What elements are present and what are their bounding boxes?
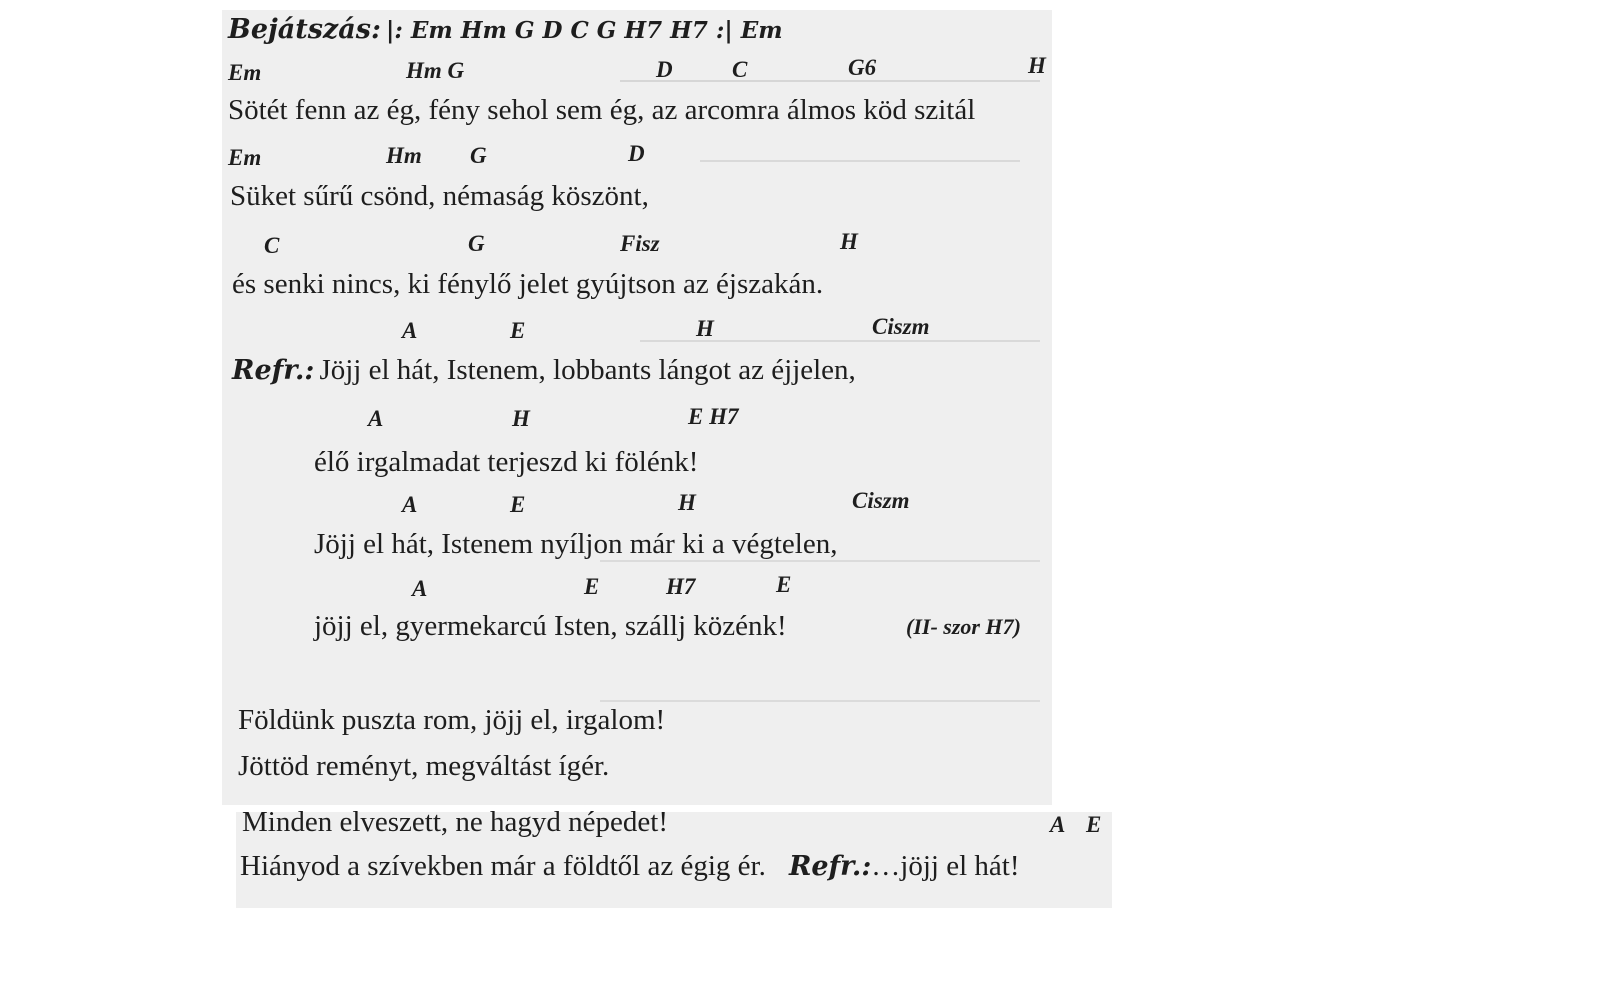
refrain-label: Refr.: xyxy=(232,355,315,386)
chord: H xyxy=(678,490,696,515)
refrain-line xyxy=(232,354,856,387)
chord: Ciszm xyxy=(872,314,930,339)
chord: E xyxy=(510,318,526,343)
bleed-through-texture xyxy=(700,140,1020,162)
lyric-text: Jöjj el hát, Istenem, lobbants lángot az éjjelen, xyxy=(319,354,856,386)
chord: G xyxy=(468,231,485,256)
lyric-line: jöjj el, gyermekarcú Isten, szállj közénk! xyxy=(314,610,787,642)
repeat-note: (II- szor H7) xyxy=(906,614,1021,639)
chord: H xyxy=(1028,53,1046,78)
intro-label: Bejátszás: xyxy=(228,14,381,45)
chord: Em xyxy=(228,60,262,85)
lyric-text: Hiányod a szívekben már a földtől az égig ér. xyxy=(240,850,766,882)
chord: E xyxy=(584,574,600,599)
lyric-line: Sötét fenn az ég, fény sehol sem ég, az arcomra álmos köd szitál xyxy=(228,94,976,126)
chord: G xyxy=(470,143,487,168)
intro-line xyxy=(228,14,783,45)
bleed-through-texture xyxy=(600,680,1040,702)
lyric-line: Minden elveszett, ne hagyd népedet! xyxy=(242,806,668,838)
chord: Fisz xyxy=(620,231,660,256)
chord: C xyxy=(732,57,748,82)
lyric-line: élő irgalmadat terjeszd ki fölénk! xyxy=(314,446,699,478)
chord: E xyxy=(1086,812,1102,837)
lyric-line: és senki nincs, ki fénylő jelet gyújtson az éjszakán. xyxy=(232,268,824,300)
intro-chords: |: Em Hm G D C G H7 H7 :| Em xyxy=(386,17,783,44)
chord: A xyxy=(402,318,418,343)
chord: E xyxy=(776,572,792,597)
chord: C xyxy=(264,233,280,258)
chord: A xyxy=(402,492,418,517)
lyric-line: Jöttöd reményt, megváltást ígér. xyxy=(238,750,610,782)
chord: E H7 xyxy=(688,404,739,429)
chord: G6 xyxy=(848,55,877,80)
chord: D xyxy=(656,57,673,82)
lyric-line: Süket sűrű csönd, némaság köszönt, xyxy=(230,180,649,212)
chord: Hm G xyxy=(406,58,465,83)
chord: Em xyxy=(228,145,262,170)
chord: H7 xyxy=(666,574,696,599)
refrain-cue: …jöjj el hát! xyxy=(871,850,1020,882)
chord: H xyxy=(696,316,714,341)
chord: H xyxy=(840,229,858,254)
chord: E xyxy=(510,492,526,517)
bleed-through-texture xyxy=(620,60,1040,82)
chord: Hm xyxy=(386,143,422,168)
last-line xyxy=(240,850,1019,883)
chord: A xyxy=(1050,812,1066,837)
chord: A xyxy=(368,406,384,431)
chord: A xyxy=(412,576,428,601)
chord: H xyxy=(512,406,530,431)
chord: D xyxy=(628,141,645,166)
lyric-line: Földünk puszta rom, jöjj el, irgalom! xyxy=(238,704,666,736)
refrain-label: Refr.: xyxy=(788,851,872,882)
lyric-line: Jöjj el hát, Istenem nyíljon már ki a végtelen, xyxy=(314,528,838,560)
chord: Ciszm xyxy=(852,488,910,513)
